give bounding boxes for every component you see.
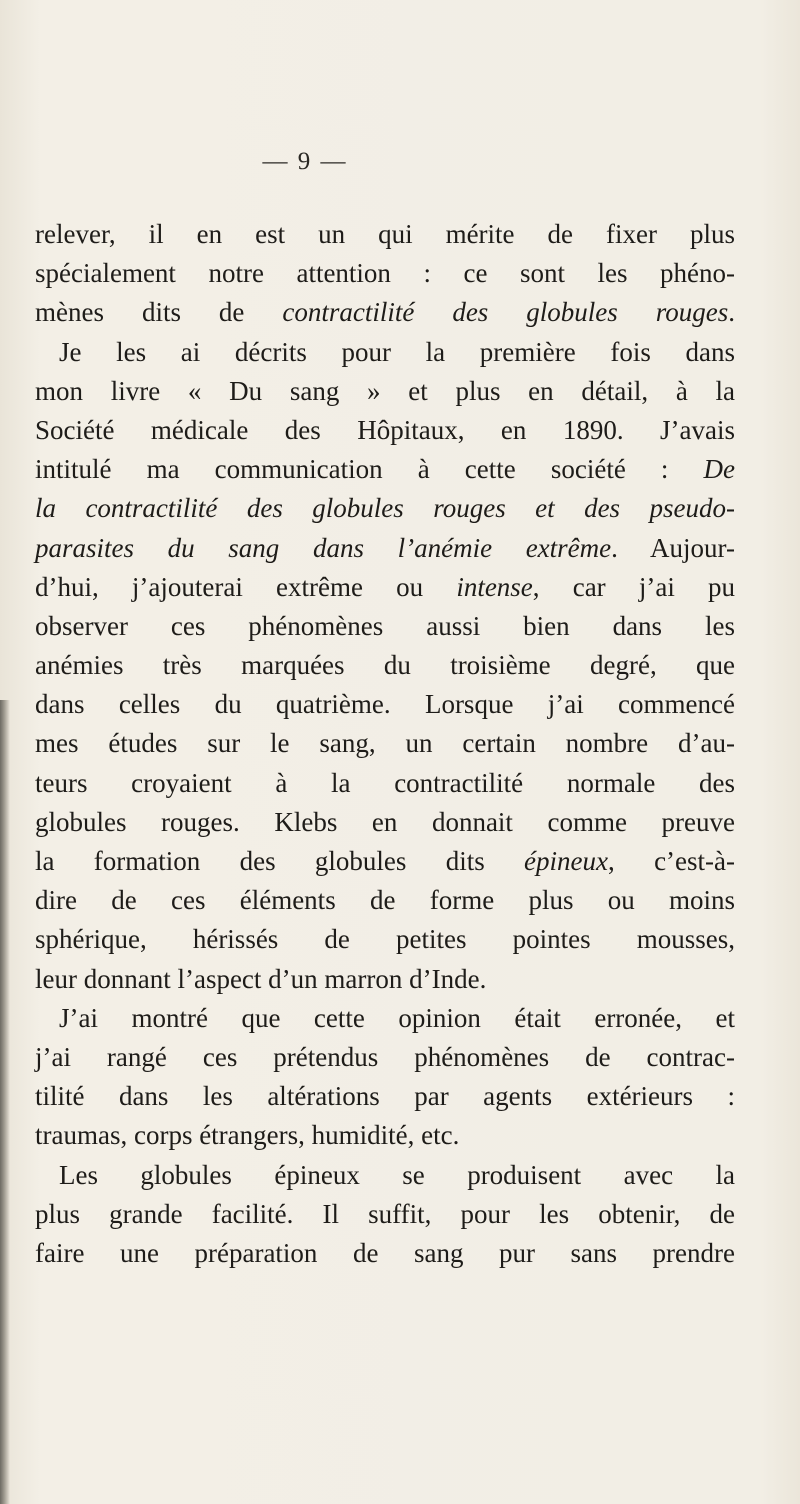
text-line: intitulé ma communication à cette société : De — [35, 454, 735, 485]
binding-edge-shadow — [0, 700, 10, 1504]
text-line: dire de ces éléments de forme plus ou moins — [35, 885, 735, 916]
text-line — [35, 489, 735, 528]
italic-term: épineux — [524, 846, 608, 876]
text-line: dans celles du quatrième. Lorsque j’ai commencé — [35, 689, 735, 720]
text-line: relever, il en est un qui mérite de fixer plus — [35, 219, 735, 249]
text-line: mes études sur le sang, un certain nombre d’au- — [35, 728, 735, 759]
text-line: spécialement notre attention : ce sont les phéno- — [35, 258, 735, 289]
body-text — [35, 215, 735, 1273]
text-line: leur donnant l’aspect d’un marron d’Inde. — [35, 963, 487, 994]
italic-term: contractilité des globules rouges — [282, 297, 729, 328]
text-line: sphérique, hérissés de petites pointes mousses, — [35, 924, 735, 955]
text-line: j’ai rangé ces prétendus phénomènes de contrac- — [35, 1041, 735, 1072]
text-line: J’ai montré que cette opinion était erronée, et — [59, 1002, 735, 1033]
text-line: plus grande facilité. Il suffit, pour les obtenir, de — [35, 1198, 735, 1229]
text-line: la formation des globules dits épineux, c’est-à- — [35, 846, 736, 876]
page-number: — 9 — — [262, 148, 348, 175]
italic-term: De — [703, 454, 735, 485]
italic-term: parasites du sang dans l’anémie extrême — [35, 532, 612, 563]
text-line: Les globules épineux se produisent avec la — [59, 1159, 735, 1190]
text-line: d’hui, j’ajouterai extrême ou intense, car j’ai pu — [35, 571, 735, 602]
text-line: traumas, corps étrangers, humidité, etc. — [35, 1120, 460, 1151]
text-line: Société médicale des Hôpitaux, en 1890. J’avais — [35, 414, 735, 445]
text-line: observer ces phénomènes aussi bien dans les — [35, 610, 735, 641]
italic-term: la contractilité des globules rouges et des pseudo- — [35, 493, 735, 524]
text-line: anémies très marquées du troisième degré, que — [35, 650, 735, 681]
text-line: parasites du sang dans l’anémie extrême. Aujour- — [35, 532, 736, 563]
text-line: tilité dans les altérations par agents extérieurs : — [35, 1081, 735, 1112]
text-line: globules rouges. Klebs en donnait comme preuve — [35, 806, 735, 837]
text-line: mènes dits de contractilité des globules rouges. — [35, 297, 735, 328]
text-line: Je les ai décrits pour la première fois dans — [59, 336, 735, 367]
text-line: faire une préparation de sang pur sans prendre — [35, 1237, 735, 1268]
italic-term: intense — [456, 571, 533, 602]
text-line: teurs croyaient à la contractilité normale des — [35, 767, 735, 798]
text-line: mon livre « Du sang » et plus en détail, à la — [35, 375, 735, 406]
